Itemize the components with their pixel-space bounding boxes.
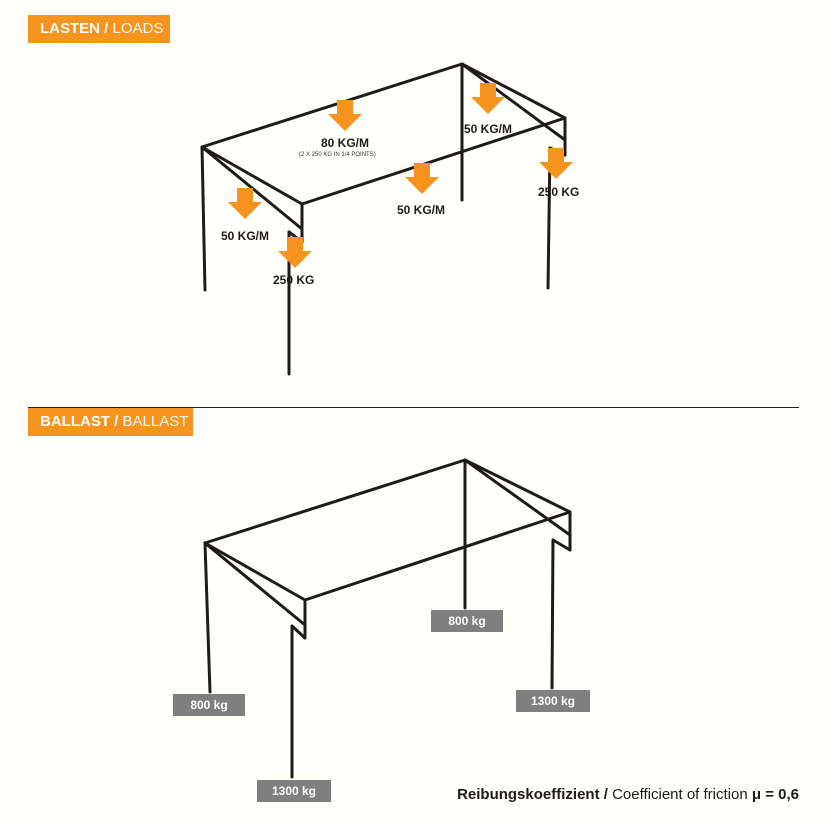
center-load-label: 80 KG/M xyxy=(321,136,370,150)
center-load-note: (2 X 250 KG IN 1/4 POINTS) xyxy=(299,152,376,158)
friction-coefficient xyxy=(457,786,799,803)
loads-title-light: LOADS xyxy=(108,20,164,37)
front-side-load-label: 50 KG/M xyxy=(397,203,446,217)
front-point-load-label: 250 KG xyxy=(273,273,315,287)
ballast-title-bold: BALLAST / xyxy=(40,413,119,430)
ballast-weight-left-back: 800 kg xyxy=(173,694,245,716)
ballast-title-light: BALLAST xyxy=(118,413,189,430)
ballast-weight-back-center: 800 kg xyxy=(431,610,503,632)
rear-point-load-label: 250 KG xyxy=(538,185,580,199)
ballast-weight-right-front: 1300 kg xyxy=(516,690,590,712)
left-side-load-label: 50 KG/M xyxy=(221,229,270,243)
friction-label-bold: Reibungskoeffizient / xyxy=(457,786,608,803)
rear-side-load-label: 50 KG/M xyxy=(464,122,513,136)
loads-title-bold: LASTEN / xyxy=(40,20,109,37)
friction-label-light: Coefficient of friction xyxy=(607,786,752,803)
ballast-weight-front-center: 1300 kg xyxy=(257,780,331,802)
friction-value: μ = 0,6 xyxy=(751,786,799,803)
ballast-frame-lines xyxy=(205,460,570,777)
